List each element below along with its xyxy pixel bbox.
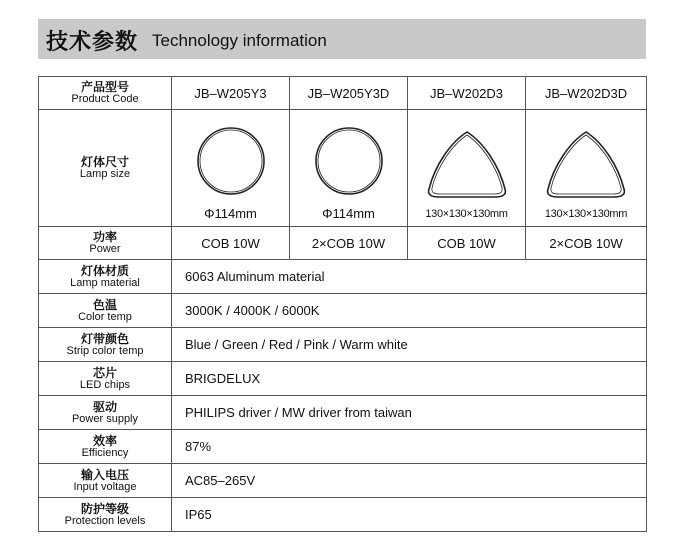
lamp-dimension: Φ114mm	[204, 206, 257, 221]
row-value: 87%	[172, 430, 647, 464]
row-label-cn: 功率	[92, 230, 117, 244]
power-cell: COB 10W	[408, 227, 526, 260]
row-value: PHILIPS driver / MW driver from taiwan	[172, 396, 647, 430]
table-row	[39, 227, 647, 260]
table-row	[39, 328, 647, 362]
circle-icon	[195, 125, 267, 197]
row-label-en: Protection levels	[64, 514, 146, 527]
lamp-dimension: Φ114mm	[322, 206, 375, 221]
row-label-en: Color temp	[78, 310, 132, 323]
row-label-en: Product Code	[71, 93, 139, 105]
product-code-cell: JB–W205Y3	[172, 77, 290, 110]
row-label	[39, 430, 172, 464]
row-label-cn: 灯体材质	[80, 263, 129, 278]
table-row	[39, 260, 647, 294]
row-label-en: Lamp material	[70, 276, 140, 289]
table-row	[39, 77, 647, 110]
rounded-triangle-icon	[544, 127, 628, 199]
row-label	[39, 362, 172, 396]
row-label-en: Power	[89, 243, 121, 255]
row-value: 3000K / 4000K / 6000K	[172, 294, 647, 328]
table-row	[39, 498, 647, 532]
lamp-size-cell	[290, 110, 408, 227]
row-label	[39, 110, 172, 227]
lamp-dimension: 130×130×130mm	[425, 207, 508, 220]
row-label	[39, 396, 172, 430]
lamp-dimension: 130×130×130mm	[544, 207, 628, 220]
power-cell: 2×COB 10W	[290, 227, 408, 260]
table-row	[39, 430, 647, 464]
product-code-cell: JB–W202D3D	[526, 77, 647, 110]
row-label	[39, 260, 172, 294]
row-value: Blue / Green / Red / Pink / Warm white	[172, 328, 647, 362]
row-label-en: Strip color temp	[66, 344, 144, 357]
row-value: BRIGDELUX	[172, 362, 647, 396]
row-label	[39, 227, 172, 260]
row-label	[39, 464, 172, 498]
section-header	[38, 19, 646, 59]
table-row	[39, 362, 647, 396]
lamp-size-cell	[172, 110, 290, 227]
table-row	[39, 464, 647, 498]
row-label-cn: 灯带颜色	[80, 331, 129, 346]
row-value: AC85–265V	[172, 464, 647, 498]
section-title-en: Technology information	[152, 31, 327, 50]
product-code-cell: JB–W205Y3D	[290, 77, 408, 110]
table-row	[39, 110, 647, 227]
row-label-cn: 灯体尺寸	[80, 155, 129, 169]
row-label-en: Efficiency	[81, 446, 129, 459]
row-label-en: Power supply	[71, 412, 139, 425]
power-cell: COB 10W	[172, 227, 290, 260]
table-row	[39, 396, 647, 430]
product-code-cell: JB–W202D3	[408, 77, 526, 110]
row-label	[39, 328, 172, 362]
row-label	[39, 498, 172, 532]
spec-table	[38, 76, 647, 532]
row-label-cn: 输入电压	[80, 467, 129, 482]
lamp-size-cell	[526, 110, 647, 227]
row-label-cn: 驱动	[92, 399, 117, 414]
row-label-en: LED chips	[79, 378, 131, 391]
row-label-cn: 色温	[92, 297, 117, 312]
row-label-cn: 防护等级	[80, 501, 129, 516]
row-label-en: Input voltage	[73, 480, 137, 493]
row-label-cn: 芯片	[92, 365, 117, 380]
row-label-en: Lamp size	[79, 168, 131, 180]
row-label-cn: 产品型号	[80, 80, 129, 94]
row-label	[39, 294, 172, 328]
power-cell: 2×COB 10W	[526, 227, 647, 260]
section-title-cn: 技术参数	[46, 30, 139, 55]
row-value: IP65	[172, 498, 647, 532]
row-label	[39, 77, 172, 110]
circle-icon	[313, 125, 385, 197]
row-value: 6063 Aluminum material	[172, 260, 647, 294]
row-label-cn: 效率	[92, 433, 117, 448]
table-row	[39, 294, 647, 328]
lamp-size-cell	[408, 110, 526, 227]
rounded-triangle-icon	[425, 127, 509, 199]
